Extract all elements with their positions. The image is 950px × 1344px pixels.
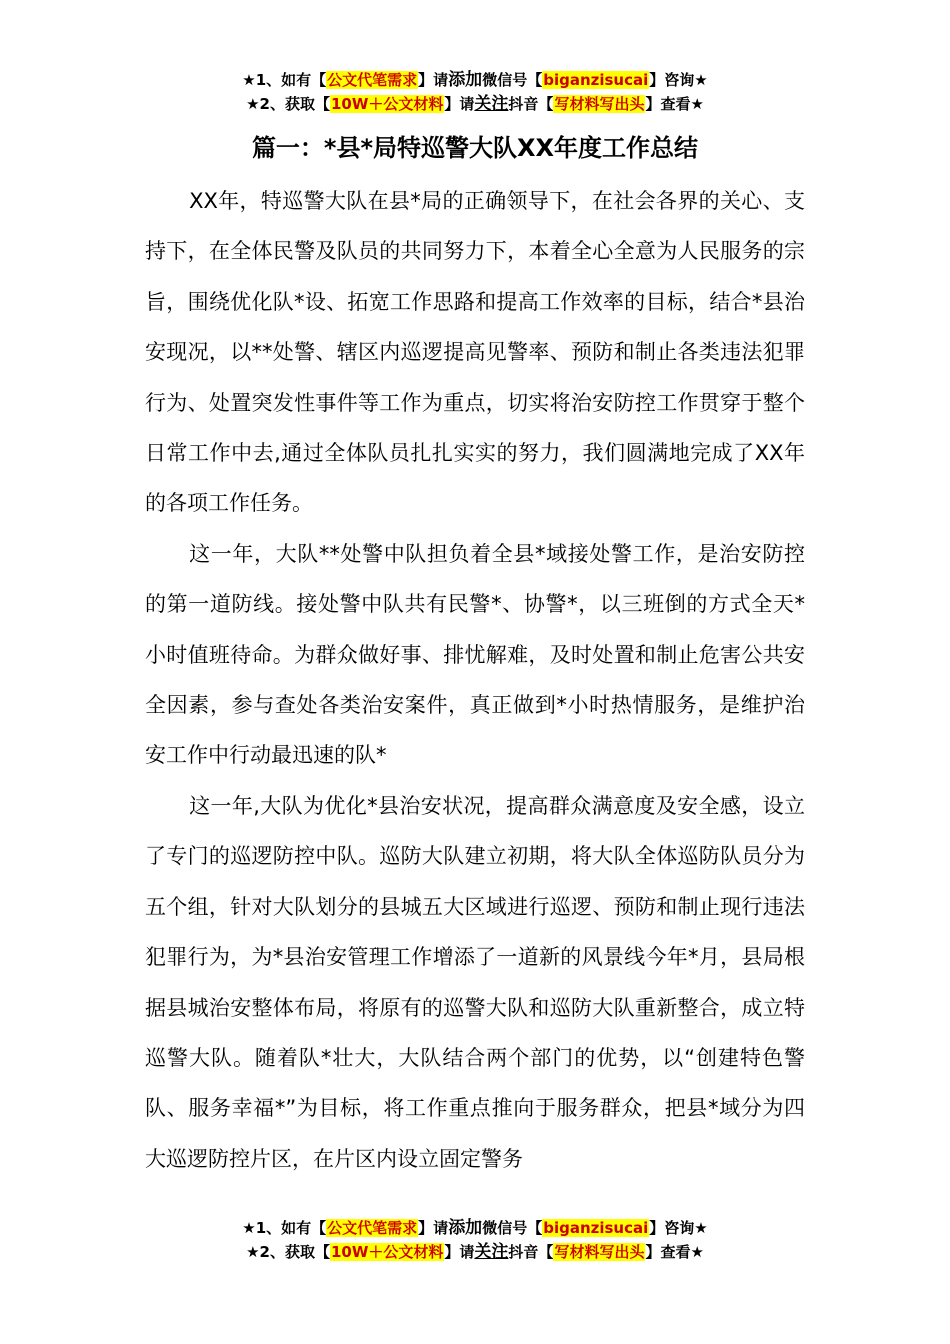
paragraph-2: 这一年，大队**处警中队担负着全县*域接处警工作，是治安防控的第一道防线。接处警中队共有民警*、协警*，以三班倒的方式全天*小时值班待命。为群众做好事、排忧解难，及时处置和制止危害公共安全因素，参与查处各类治安案件，真正做到*小时热情服务，是维护治安工作中行动最迅速的队*	[145, 541, 805, 768]
promo-text: ★1、如有【	[242, 1219, 327, 1237]
promo-text: 微信号【	[482, 71, 543, 89]
promo-highlight: biganzisucai	[543, 71, 649, 89]
promo-highlight: biganzisucai	[543, 1219, 649, 1237]
promo-highlight: 10W＋公文材料	[330, 95, 444, 113]
promo-text: ★1、如有【	[242, 71, 327, 89]
promo-emphasis: 关注	[474, 1242, 509, 1262]
promo-text: 】查看★	[645, 1243, 704, 1261]
promo-emphasis: 添加	[448, 1218, 483, 1238]
promo-text: 】咨询★	[649, 71, 708, 89]
promo-line-2	[0, 1240, 950, 1264]
promo-highlight: 公文代笔需求	[327, 1219, 418, 1237]
promo-emphasis: 关注	[474, 94, 509, 114]
promo-line-1	[0, 1216, 950, 1240]
promo-text: 】咨询★	[649, 1219, 708, 1237]
promo-text: 抖音【	[508, 95, 554, 113]
promo-line-2	[0, 92, 950, 116]
promo-text: 】请	[444, 1243, 475, 1261]
promo-text: ★2、获取【	[246, 1243, 330, 1261]
promo-text: 抖音【	[508, 1243, 554, 1261]
promo-text: 微信号【	[482, 1219, 543, 1237]
promo-highlight: 写材料写出头	[554, 95, 645, 113]
promo-line-1	[0, 68, 950, 92]
promo-text: 】请	[444, 95, 475, 113]
paragraph-3: 这一年,大队为优化*县治安状况，提高群众满意度及安全感，设立了专门的巡逻防控中队。巡防大队建立初期，将大队全体巡防队员分为五个组，针对大队划分的县城五大区域进行巡逻、预防和制止现行违法犯罪行为，为*县治安管理工作增添了一道新的风景线今年*月，县局根据县城治安整体布局，将原有的巡警大队和巡防大队重新整合，成立特巡警大队。随着队*壮大，大队结合两个部门的优势，以“创建特色警队、服务幸福*”为目标，将工作重点推向于服务群众，把县*域分为四大巡逻防控片区，在片区内设立固定警务	[145, 793, 805, 1171]
promo-highlight: 写材料写出头	[554, 1243, 645, 1261]
paragraph-1: XX年，特巡警大队在县*局的正确领导下，在社会各界的关心、支持下，在全体民警及队员的共同努力下，本着全心全意为人民服务的宗旨，围绕优化队*设、拓宽工作思路和提高工作效率的目标，结合*县治安现况，以**处警、辖区内巡逻提高见警率、预防和制止各类违法犯罪行为、处置突发性事件等工作为重点，切实将治安防控工作贯穿于整个日常工作中去,通过全体队员扎扎实实的努力，我们圆满地完成了XX年的各项工作任务。	[145, 189, 805, 516]
promo-emphasis: 添加	[448, 70, 483, 90]
promo-text: ★2、获取【	[246, 95, 330, 113]
promo-highlight: 10W＋公文材料	[330, 1243, 444, 1261]
document-title: 篇一：*县*局特巡警大队XX年度工作总结	[251, 134, 699, 162]
promo-text: 】请	[418, 71, 449, 89]
promo-text: 】查看★	[645, 95, 704, 113]
top-promo-banner	[0, 68, 950, 116]
promo-text: 】请	[418, 1219, 449, 1237]
promo-highlight: 公文代笔需求	[327, 71, 418, 89]
document-body	[145, 176, 805, 1184]
bottom-promo-banner	[0, 1216, 950, 1264]
